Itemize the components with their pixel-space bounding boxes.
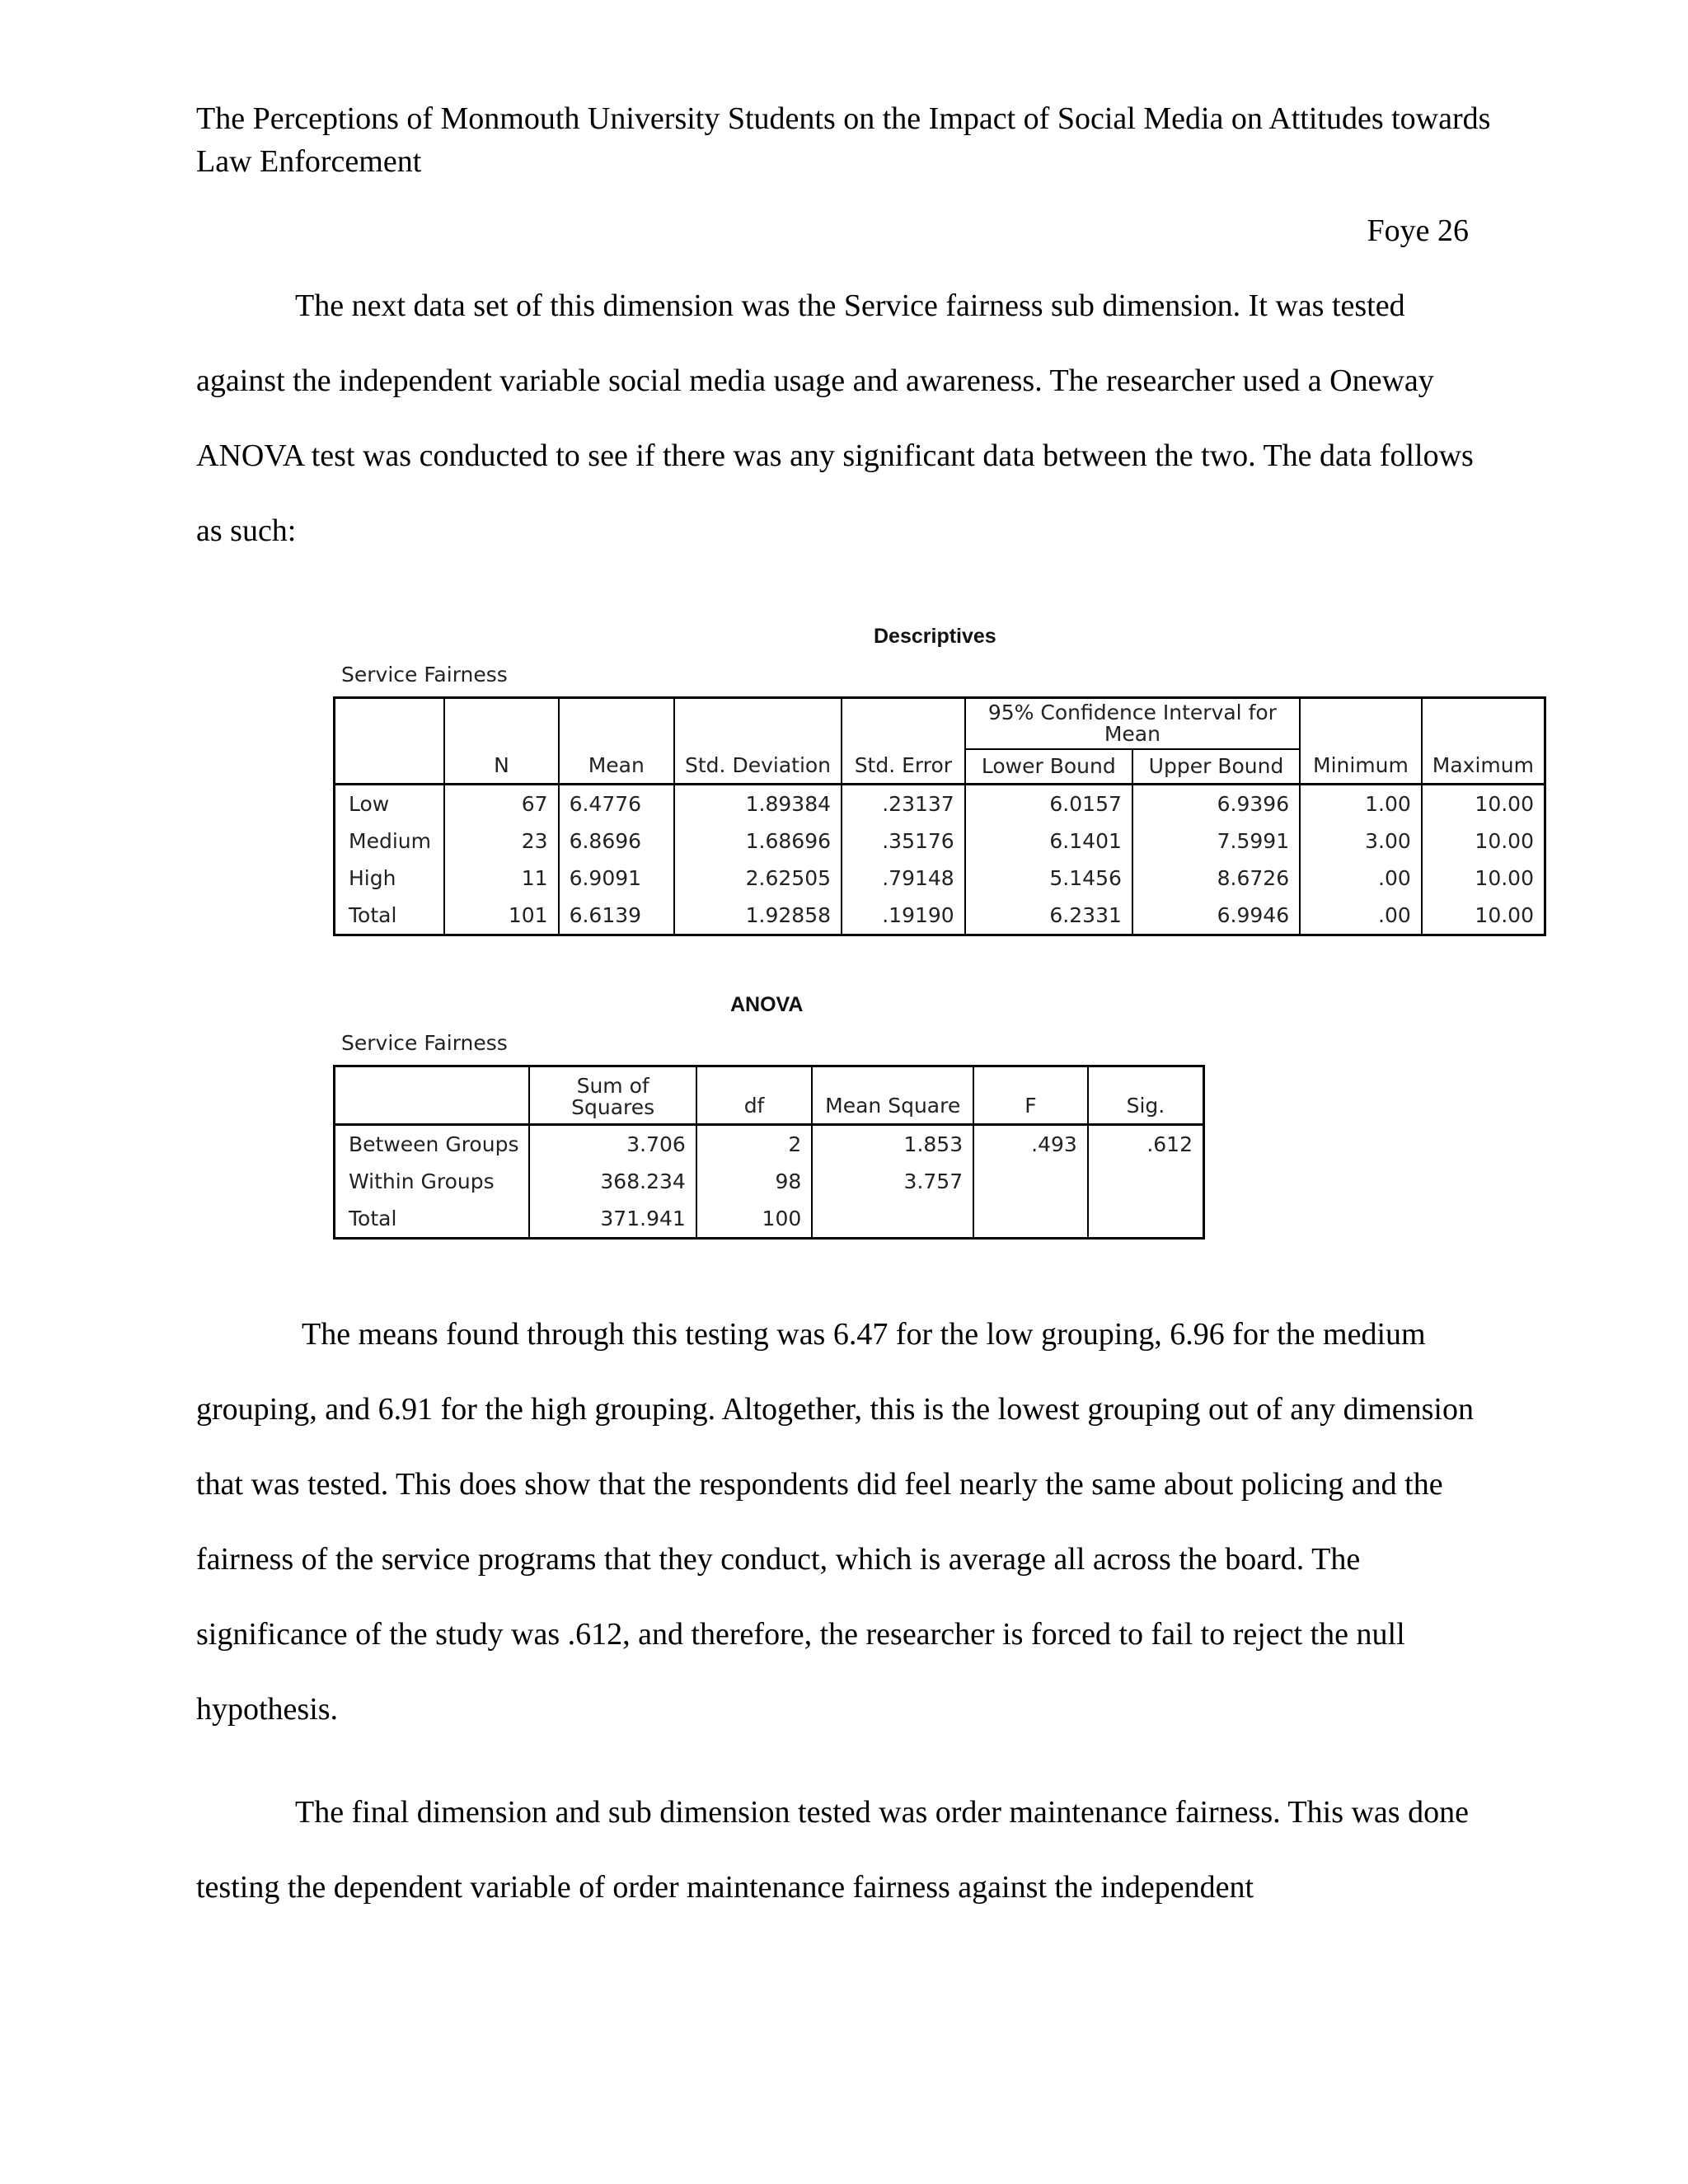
row-label: Within Groups xyxy=(335,1163,530,1200)
descriptives-table xyxy=(333,696,1546,936)
cell: 3.706 xyxy=(529,1125,696,1164)
table-row xyxy=(335,1200,1204,1239)
cell: .612 xyxy=(1088,1125,1204,1164)
cell: 1.92858 xyxy=(674,897,842,935)
cell: 1.00 xyxy=(1300,785,1422,823)
cell: 11 xyxy=(444,860,558,897)
cell: 3.00 xyxy=(1300,823,1422,860)
cell: 1.68696 xyxy=(674,823,842,860)
table-row xyxy=(335,897,1545,935)
cell: 6.1401 xyxy=(965,823,1132,860)
row-label: Medium xyxy=(335,823,445,860)
cell: 6.6139 xyxy=(559,897,674,935)
table-row xyxy=(335,1125,1204,1164)
paragraph-intro: The next data set of this dimension was the Service fairness sub dimension. It was tested against the independent variable social media usage and awareness. The researcher used a Oneway ANOVA test was conducted to see if there was any significant data between the two. The data follows as such: xyxy=(196,288,1474,548)
anova-title: ANOVA xyxy=(730,993,804,1016)
running-header-title: The Perceptions of Monmouth University Students on the Impact of Social Media on Attitudes towards Law Enforcement xyxy=(196,101,1491,179)
cell: .79148 xyxy=(842,860,965,897)
cell: 10.00 xyxy=(1422,897,1545,935)
cell: 7.5991 xyxy=(1132,823,1300,860)
col-header-mean: Mean xyxy=(559,698,674,785)
col-header-sig: Sig. xyxy=(1088,1066,1204,1125)
descriptives-header-row-top xyxy=(335,698,1545,750)
cell: .35176 xyxy=(842,823,965,860)
cell xyxy=(1088,1200,1204,1239)
cell: 6.9396 xyxy=(1132,785,1300,823)
cell: 6.8696 xyxy=(559,823,674,860)
anova-header-row xyxy=(335,1066,1204,1125)
col-header-maximum: Maximum xyxy=(1422,698,1545,785)
cell: 23 xyxy=(444,823,558,860)
cell: 10.00 xyxy=(1422,823,1545,860)
cell: 3.757 xyxy=(812,1163,973,1200)
row-label: Total xyxy=(335,897,445,935)
cell xyxy=(973,1200,1088,1239)
cell: 67 xyxy=(444,785,558,823)
table-row xyxy=(335,860,1545,897)
col-header-f: F xyxy=(973,1066,1088,1125)
cell: 6.4776 xyxy=(559,785,674,823)
cell: .23137 xyxy=(842,785,965,823)
col-header-std-error: Std. Error xyxy=(842,698,965,785)
row-label: Total xyxy=(335,1200,530,1239)
cell: .00 xyxy=(1300,860,1422,897)
cell: 98 xyxy=(696,1163,812,1200)
col-header-n: N xyxy=(444,698,558,785)
cell: 368.234 xyxy=(529,1163,696,1200)
cell: 10.00 xyxy=(1422,860,1545,897)
cell: 6.9091 xyxy=(559,860,674,897)
cell: 101 xyxy=(444,897,558,935)
cell: 6.2331 xyxy=(965,897,1132,935)
descriptives-title: Descriptives xyxy=(874,625,996,648)
cell: .00 xyxy=(1300,897,1422,935)
table-row xyxy=(335,1163,1204,1200)
row-label: Between Groups xyxy=(335,1125,530,1164)
row-label: High xyxy=(335,860,445,897)
col-header-std-deviation: Std. Deviation xyxy=(674,698,842,785)
cell: .493 xyxy=(973,1125,1088,1164)
table-row xyxy=(335,785,1545,823)
cell: 2 xyxy=(696,1125,812,1164)
col-header-df: df xyxy=(696,1066,812,1125)
col-header-minimum: Minimum xyxy=(1300,698,1422,785)
cell xyxy=(1088,1163,1204,1200)
cell xyxy=(812,1200,973,1239)
row-label: Low xyxy=(335,785,445,823)
anova-variable-label: Service Fairness xyxy=(341,1031,508,1055)
col-header-mean-square: Mean Square xyxy=(812,1066,973,1125)
page-number: Foye 26 xyxy=(1367,213,1469,248)
descriptives-variable-label: Service Fairness xyxy=(341,663,508,687)
cell: 6.0157 xyxy=(965,785,1132,823)
cell: 8.6726 xyxy=(1132,860,1300,897)
anova-table xyxy=(333,1065,1205,1240)
col-header-upper-bound: Upper Bound xyxy=(1132,749,1300,785)
col-group-confidence-interval: 95% Confidence Interval for Mean xyxy=(965,698,1300,750)
col-header-sum-of-squares: Sum of Squares xyxy=(529,1066,696,1125)
cell: 2.62505 xyxy=(674,860,842,897)
cell: 10.00 xyxy=(1422,785,1545,823)
cell: 371.941 xyxy=(529,1200,696,1239)
paragraph-results: The means found through this testing was 6.47 for the low grouping, 6.96 for the medium grouping, and 6.91 for the high grouping. Altogether, this is the lowest grouping out of any dimension that was tested. This does show that the respondents did feel nearly the same about policing and the fairness of the service programs that they conduct, which is average all across the board. The significance of the study was .612, and therefore, the researcher is forced to fail to reject the null hypothesis. xyxy=(196,1317,1474,1727)
paragraph-next-dimension: The final dimension and sub dimension tested was order maintenance fairness. This was done testing the dependent variable of order maintenance fairness against the independent xyxy=(196,1795,1469,1905)
cell: .19190 xyxy=(842,897,965,935)
cell xyxy=(973,1163,1088,1200)
col-header-lower-bound: Lower Bound xyxy=(965,749,1132,785)
cell: 1.89384 xyxy=(674,785,842,823)
table-row xyxy=(335,823,1545,860)
cell: 100 xyxy=(696,1200,812,1239)
cell: 1.853 xyxy=(812,1125,973,1164)
cell: 5.1456 xyxy=(965,860,1132,897)
cell: 6.9946 xyxy=(1132,897,1300,935)
